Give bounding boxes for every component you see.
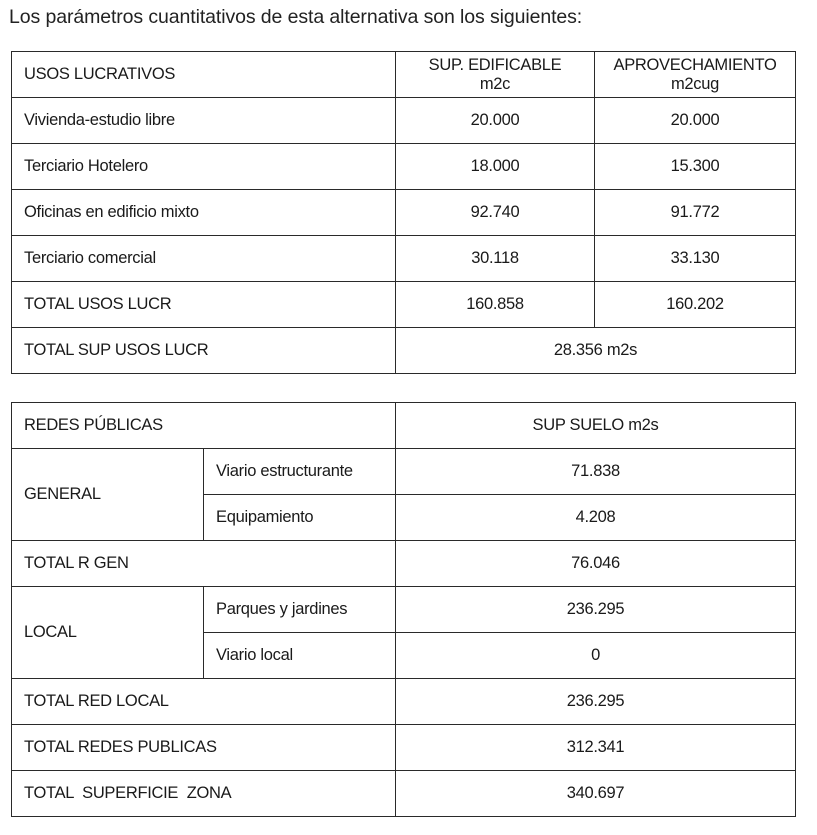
row-label: Terciario Hotelero xyxy=(12,144,396,190)
group-label-general: GENERAL xyxy=(12,449,204,541)
row-label: TOTAL USOS LUCR xyxy=(12,282,396,328)
public-networks-table xyxy=(11,402,796,817)
total-red-local-row xyxy=(12,679,796,725)
total-superficie-zona-row xyxy=(12,771,796,817)
table-row xyxy=(12,190,796,236)
row-label: TOTAL SUPERFICIE ZONA xyxy=(12,771,396,817)
row-sup-value: 160.858 xyxy=(396,282,595,328)
group-label-local: LOCAL xyxy=(12,587,204,679)
row-label: Equipamiento xyxy=(204,495,396,541)
row-value: 71.838 xyxy=(396,449,796,495)
row-label: TOTAL SUP USOS LUCR xyxy=(12,328,396,374)
row-value: 236.295 xyxy=(396,587,796,633)
row-aprov-value: 91.772 xyxy=(595,190,796,236)
row-aprov-value: 15.300 xyxy=(595,144,796,190)
row-value: 236.295 xyxy=(396,679,796,725)
table-row xyxy=(12,449,796,495)
row-label: Parques y jardines xyxy=(204,587,396,633)
header-sup-suelo: SUP SUELO m2s xyxy=(396,403,796,449)
header-aprovechamiento-title: APROVECHAMIENTO xyxy=(613,55,777,74)
row-aprov-value: 160.202 xyxy=(595,282,796,328)
lucrative-uses-table xyxy=(11,51,796,374)
row-label: Viario estructurante xyxy=(204,449,396,495)
row-value: 340.697 xyxy=(396,771,796,817)
row-sup-value: 92.740 xyxy=(396,190,595,236)
total-usos-lucr-row xyxy=(12,282,796,328)
total-redes-publicas-row xyxy=(12,725,796,771)
row-label: TOTAL R GEN xyxy=(12,541,396,587)
row-sup-value: 20.000 xyxy=(396,98,595,144)
row-label: Terciario comercial xyxy=(12,236,396,282)
row-value: 76.046 xyxy=(396,541,796,587)
row-label: TOTAL REDES PUBLICAS xyxy=(12,725,396,771)
table-row xyxy=(12,98,796,144)
header-redes-publicas: REDES PÚBLICAS xyxy=(12,403,396,449)
header-sup-edificable-unit: m2c xyxy=(479,74,511,93)
table-row xyxy=(12,144,796,190)
table-row xyxy=(12,587,796,633)
row-sup-value: 18.000 xyxy=(396,144,595,190)
row-aprov-value: 20.000 xyxy=(595,98,796,144)
total-r-gen-row xyxy=(12,541,796,587)
row-label: Vivienda-estudio libre xyxy=(12,98,396,144)
total-sup-usos-lucr-row xyxy=(12,328,796,374)
row-label: Viario local xyxy=(204,633,396,679)
row-value: 4.208 xyxy=(396,495,796,541)
total-sup-value: 28.356 m2s xyxy=(396,328,796,374)
row-label: TOTAL RED LOCAL xyxy=(12,679,396,725)
row-label: Oficinas en edificio mixto xyxy=(12,190,396,236)
row-sup-value: 30.118 xyxy=(396,236,595,282)
row-aprov-value: 33.130 xyxy=(595,236,796,282)
header-sup-edificable-title: SUP. EDIFICABLE xyxy=(428,55,562,74)
table-row xyxy=(12,236,796,282)
header-aprovechamiento xyxy=(595,52,796,98)
header-usos-lucrativos: USOS LUCRATIVOS xyxy=(12,52,396,98)
header-sup-edificable xyxy=(396,52,595,98)
table-header-row xyxy=(12,403,796,449)
intro-text: Los parámetros cuantitativos de esta alternativa son los siguientes: xyxy=(9,6,583,28)
table-header-row xyxy=(12,52,796,98)
row-value: 312.341 xyxy=(396,725,796,771)
header-aprovechamiento-unit: m2cug xyxy=(670,74,720,93)
row-value: 0 xyxy=(396,633,796,679)
